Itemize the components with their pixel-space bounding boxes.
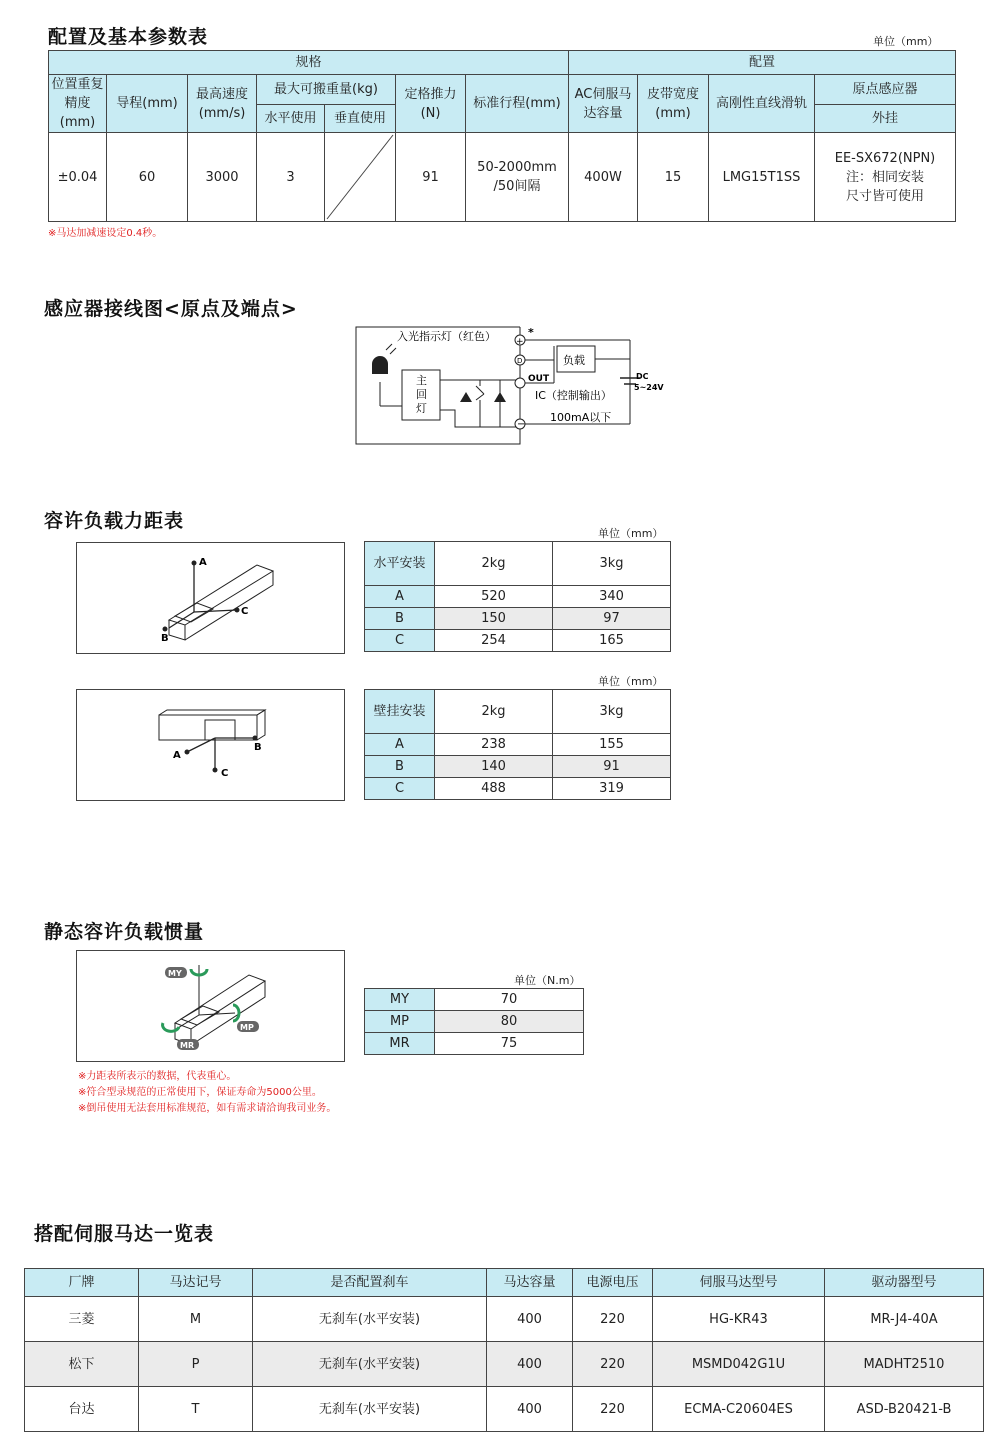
table-row	[365, 1011, 584, 1033]
note-line: ※倒吊使用无法套用标准规范，如有需求请洽询我司业务。	[78, 1103, 337, 1114]
cell: 520	[435, 586, 553, 608]
value-lead: 60	[107, 133, 188, 222]
cell: 340	[553, 586, 671, 608]
mount-type-horizontal: 水平安装	[365, 542, 435, 586]
main-label-2: 回	[416, 388, 427, 401]
indicator-led-base	[372, 364, 388, 374]
value-stroke	[466, 133, 569, 222]
value-vertical-na	[325, 133, 396, 222]
voltage-label: 5~24V	[634, 383, 664, 392]
table-row	[365, 778, 671, 800]
col-capacity: 马达容量	[487, 1269, 573, 1297]
cell: 150	[435, 608, 553, 630]
header-motor: AC伺服马达容量	[569, 75, 638, 133]
table-row	[365, 734, 671, 756]
cell: 无刹车(水平安装)	[253, 1387, 487, 1432]
config-note: ※马达加减速设定0.4秒。	[48, 228, 163, 239]
header-sensor-sub: 外挂	[815, 105, 956, 133]
cell: 无刹车(水平安装)	[253, 1297, 487, 1342]
header-horizontal: 水平使用	[257, 105, 325, 133]
row-label: B	[365, 756, 435, 778]
lamp-label: 入光指示灯（红色）	[397, 330, 496, 343]
header-speed: 最高速度(mm/s)	[188, 75, 257, 133]
value-rail: LMG15T1SS	[709, 133, 815, 222]
value-belt: 15	[638, 133, 709, 222]
rail-top-edge	[159, 710, 265, 715]
cell: 400	[487, 1342, 573, 1387]
d-sign: D	[517, 357, 523, 365]
main-label-1: 主	[416, 374, 427, 387]
col-3kg: 3kg	[553, 542, 671, 586]
load-label: 负载	[563, 354, 585, 367]
cell: 松下	[25, 1342, 139, 1387]
cell: MSMD042G1U	[653, 1342, 825, 1387]
cell: 155	[553, 734, 671, 756]
cell: MR-J4-40A	[825, 1297, 984, 1342]
star-label: *	[528, 326, 534, 339]
diagonal-slash-icon	[325, 133, 395, 221]
label-b: B	[161, 633, 169, 644]
wall-moment-table	[364, 689, 671, 800]
point-a	[192, 561, 197, 566]
header-stroke: 标准行程(mm)	[466, 75, 569, 133]
table-row	[25, 1297, 984, 1342]
out-label: OUT	[528, 374, 550, 384]
label-a: A	[199, 557, 207, 568]
terminal-out	[515, 378, 525, 388]
note-line: ※力距表所表示的数据，代表重心。	[78, 1071, 237, 1082]
horizontal-moment-table	[364, 541, 671, 652]
value-motor: 400W	[569, 133, 638, 222]
point-c	[235, 608, 240, 613]
inertia-table	[364, 988, 584, 1055]
header-belt: 皮带宽度(mm)	[638, 75, 709, 133]
transistor-icon	[476, 386, 484, 400]
value-horizontal: 3	[257, 133, 325, 222]
ic-label: IC（控制输出）	[535, 389, 612, 402]
cell: 三菱	[25, 1297, 139, 1342]
cell: 319	[553, 778, 671, 800]
diode-icon	[460, 392, 472, 402]
plus-sign: +	[516, 337, 524, 347]
header-vertical: 垂直使用	[325, 105, 396, 133]
col-2kg: 2kg	[435, 542, 553, 586]
row-label: MY	[365, 989, 435, 1011]
cell: 140	[435, 756, 553, 778]
header-precision: 位置重复精度(mm)	[49, 75, 107, 133]
cell: 91	[553, 756, 671, 778]
inertia-unit: 单位（N.m）	[514, 974, 581, 987]
header-payload: 最大可搬重量(kg)	[257, 75, 396, 105]
stroke-line-1: 50-2000mm	[477, 160, 557, 175]
label-b: B	[254, 742, 262, 753]
header-lead: 导程(mm)	[107, 75, 188, 133]
cell: 400	[487, 1387, 573, 1432]
wall-mount-figure	[76, 689, 345, 801]
rail-side	[185, 571, 273, 640]
header-sensor: 原点感应器	[815, 75, 956, 105]
col-brake: 是否配置刹车	[253, 1269, 487, 1297]
table-row	[365, 989, 584, 1011]
cell: 220	[573, 1342, 653, 1387]
sensor-line-1: EE-SX672(NPN)	[834, 150, 936, 166]
cell: 165	[553, 630, 671, 652]
row-label: B	[365, 608, 435, 630]
motor-table	[24, 1268, 984, 1432]
wire-transistor	[440, 380, 520, 427]
rail-face	[159, 715, 257, 740]
mr-label: MR	[180, 1041, 195, 1050]
col-motor-model: 伺服马达型号	[653, 1269, 825, 1297]
value-sensor	[815, 133, 956, 222]
table-row	[365, 1033, 584, 1055]
col-motor-code: 马达记号	[139, 1269, 253, 1297]
cell: 台达	[25, 1387, 139, 1432]
row-label: C	[365, 630, 435, 652]
wall-mount-drawing	[77, 690, 344, 800]
light-rays-icon	[386, 344, 396, 354]
sensor-box	[356, 327, 523, 444]
cell: P	[139, 1342, 253, 1387]
cell: 488	[435, 778, 553, 800]
label-c: C	[221, 768, 229, 779]
mount-type-wall: 壁挂安装	[365, 690, 435, 734]
cell: HG-KR43	[653, 1297, 825, 1342]
note-line: ※符合型录规范的正常使用下，保证寿命为5000公里。	[78, 1087, 322, 1098]
current-label: 100mA以下	[550, 411, 612, 424]
rail-end	[257, 710, 265, 740]
row-label: MR	[365, 1033, 435, 1055]
unit-label: 单位（mm）	[873, 35, 939, 48]
sensor-line-3: 尺寸皆可使用	[846, 188, 925, 204]
sensor-line-2: 注：相同安装	[846, 169, 925, 185]
section-title-wiring: 感应器接线图<原点及端点>	[44, 298, 298, 320]
col-brand: 厂牌	[25, 1269, 139, 1297]
value-precision: ±0.04	[49, 133, 107, 222]
dc-label: DC	[636, 372, 649, 381]
mp-label: MP	[240, 1023, 254, 1032]
axis-b-line	[169, 612, 194, 628]
table-row	[365, 586, 671, 608]
label-a: A	[173, 750, 181, 761]
col-voltage: 电源电压	[573, 1269, 653, 1297]
table-row	[25, 1387, 984, 1432]
row-label: A	[365, 586, 435, 608]
config-table	[48, 50, 956, 222]
row-label: C	[365, 778, 435, 800]
header-thrust: 定格推力(N)	[396, 75, 466, 133]
cell: 无刹车(水平安装)	[253, 1342, 487, 1387]
inertia-notes	[78, 1069, 336, 1117]
my-label: MY	[168, 969, 182, 978]
roll-arrow-icon	[163, 1023, 179, 1031]
cell: 400	[487, 1297, 573, 1342]
wall-slider	[205, 720, 235, 740]
value-speed: 3000	[188, 133, 257, 222]
zener-icon	[494, 392, 506, 402]
cell: 80	[435, 1011, 584, 1033]
cell: MADHT2510	[825, 1342, 984, 1387]
point-c	[213, 768, 218, 773]
section-title-motors: 搭配伺服马达一览表	[34, 1223, 215, 1245]
point-b	[163, 627, 168, 632]
point-a	[185, 750, 190, 755]
cell: M	[139, 1297, 253, 1342]
section-title-moment: 容许负载力距表	[44, 510, 185, 532]
col-2kg: 2kg	[435, 690, 553, 734]
col-driver-model: 驱动器型号	[825, 1269, 984, 1297]
col-3kg: 3kg	[553, 690, 671, 734]
table-row	[365, 756, 671, 778]
section-title-config: 配置及基本参数表	[48, 26, 209, 48]
cell: ASD-B20421-B	[825, 1387, 984, 1432]
cell: 220	[573, 1387, 653, 1432]
inertia-drawing	[77, 951, 344, 1061]
cell: 97	[553, 608, 671, 630]
cell: ECMA-C20604ES	[653, 1387, 825, 1432]
header-rail: 高刚性直线滑轨	[709, 75, 815, 133]
horizontal-mount-figure	[76, 542, 345, 654]
group-spec-header: 规格	[49, 51, 569, 75]
moment-unit-1: 单位（mm）	[598, 527, 664, 540]
table-row	[365, 608, 671, 630]
group-config-header: 配置	[569, 51, 956, 75]
row-label: MP	[365, 1011, 435, 1033]
cell: 238	[435, 734, 553, 756]
point-b	[253, 736, 258, 741]
table-row	[25, 1342, 984, 1387]
cell: 220	[573, 1297, 653, 1342]
cell: 70	[435, 989, 584, 1011]
horizontal-mount-drawing	[77, 543, 344, 653]
main-label-3: 灯	[416, 402, 427, 415]
stroke-line-2: /50间隔	[493, 179, 541, 194]
cell: 254	[435, 630, 553, 652]
table-row	[365, 630, 671, 652]
cell: 75	[435, 1033, 584, 1055]
minus-sign: −	[517, 419, 526, 430]
moment-unit-2: 单位（mm）	[598, 675, 664, 688]
label-c: C	[241, 606, 249, 617]
wiring-diagram	[350, 320, 670, 448]
inertia-figure	[76, 950, 345, 1062]
value-thrust: 91	[396, 133, 466, 222]
row-label: A	[365, 734, 435, 756]
cell: T	[139, 1387, 253, 1432]
section-title-inertia: 静态容许负载惯量	[44, 921, 205, 943]
